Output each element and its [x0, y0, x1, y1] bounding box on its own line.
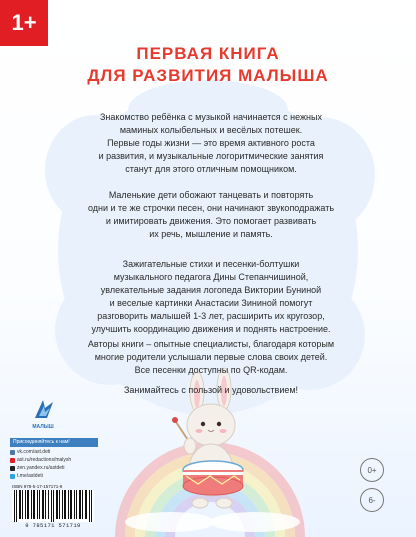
- age-mark-0: 0+: [360, 458, 384, 482]
- text-line: Зажигательные стихи и песенки-болтушки: [122, 259, 300, 269]
- social-link-text: ast.ru/redactions/malysh: [17, 457, 72, 463]
- paragraph-dance: [86, 189, 336, 241]
- text-line: Знакомство ребёнка с музыкой начинается с нежных: [100, 112, 322, 122]
- text-line: увлекательные задания логопеда Виктории Буниной: [100, 285, 322, 295]
- title-line-1: ПЕРВАЯ КНИГА: [136, 44, 280, 63]
- paragraph-qr: [86, 364, 336, 377]
- zen-icon: [10, 466, 15, 471]
- text-line: одни и те же строчки песен, они начинают звукоподражать: [87, 203, 335, 213]
- social-link-text: t.me/astdeti: [17, 473, 43, 479]
- text-line: разговорить малышей 1-3 лет, расширить их кругозор,: [97, 311, 325, 321]
- text-line: Все песенки доступны по QR-кодам.: [134, 365, 288, 375]
- vk-icon: [10, 450, 15, 455]
- text-line: Занимайтесь с пользой и удовольствием!: [123, 385, 299, 395]
- social-link-zen[interactable]: [10, 465, 65, 471]
- paragraph-authors: [86, 338, 336, 364]
- text-line: музыкального педагога Дины Степанчишиной,: [113, 272, 309, 282]
- paragraph-intro: [86, 111, 336, 176]
- isbn-text: ISBN 978-5-17-157171-9: [12, 484, 63, 489]
- social-link-vk[interactable]: [10, 449, 50, 455]
- text-line: и веселые картинки Анастасии Зининой помогут: [109, 298, 313, 308]
- paragraph-authors-work: [86, 258, 336, 336]
- publisher-logo-icon: [31, 396, 57, 422]
- paragraph-closing: [86, 384, 336, 397]
- text-line: многие родители услышали первые слова своих детей.: [94, 352, 328, 362]
- text-line: Маленькие дети обожают танцевать и повторять: [108, 190, 314, 200]
- text-line: маминых колыбельных и весёлых потешек.: [119, 125, 303, 135]
- social-link-text: zen.yandex.ru/astdeti: [17, 465, 65, 471]
- text-line: Авторы книги – опытные специалисты, благодаря которым: [87, 339, 335, 349]
- telegram-icon: [10, 474, 15, 479]
- text-line: и имитировать движения. Это помогает развивать: [105, 216, 317, 226]
- social-link-telegram[interactable]: [10, 473, 43, 479]
- text-line: улучшить координацию движения и поднять настроение.: [91, 324, 331, 334]
- barcode-digits: 9 785171 571719: [25, 522, 81, 529]
- age-rating-badge: 1+: [0, 0, 48, 46]
- text-line: станут для этого отличным помощником.: [125, 164, 297, 174]
- barcode-icon: [12, 490, 94, 522]
- text-line: Первые годы жизни — это время активного роста: [107, 138, 315, 148]
- social-link-text: vk.com/ast.deti: [17, 449, 51, 455]
- text-line: и развития, и музыкальные логоритмические занятия: [98, 151, 324, 161]
- social-header: Присоединяйтесь к нам!: [10, 438, 98, 447]
- publisher-logo: [13, 396, 73, 438]
- social-link-ast[interactable]: [10, 457, 71, 463]
- globe-icon: [10, 458, 15, 463]
- age-mark-6: 6-: [360, 488, 384, 512]
- title-line-2: ДЛЯ РАЗВИТИЯ МАЛЫША: [87, 66, 329, 85]
- publisher-name: МАЛЫШ: [32, 424, 54, 430]
- text-line: их речь, мышление и память.: [149, 229, 273, 239]
